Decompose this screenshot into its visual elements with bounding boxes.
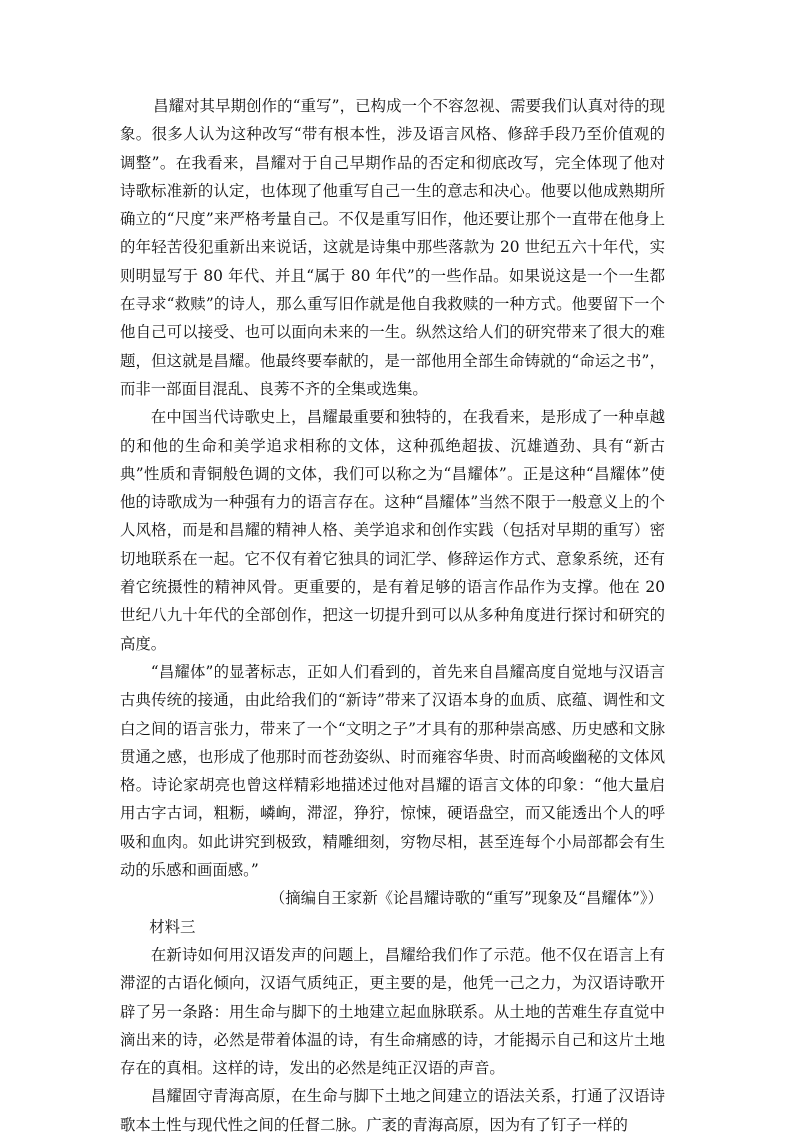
paragraph-1: 昌耀对其早期创作的“重写”，已构成一个不容忽视、需要我们认真对待的现象。很多人认为这种改写“带有根本性，涉及语言风格、修辞手段乃至价值观的调整”。在我看来，昌耀对于自己早期作品的否定和彻底改写，完全体现了他对诗歌标准新的认定，也体现了他重写自己一生的意志和决心。他要以他成熟期所确立的“尺度”来严格考量自己。不仅是重写旧作，他还要让那个一直带在他身上的年轻苦役犯重新出来说话，这就是诗集中那些落款为 20 世纪五六十年代，实则明显写于 80 年代、并且“属于 80 年代”的一些作品。如果说这是一个一生都在寻求“救赎”的诗人，那么重写旧作就是他自我救赎的一种方式。他要留下一个他自己可以接受、也可以面向未来的一生。纵然这给人们的研究带来了很大的难题，但这就是昌耀。他最终要奉献的，是一部他用全部生命铸就的“命运之书”，而非一部面目混乱、良莠不齐的全集或选集。 [120, 97, 665, 398]
section-heading: 材料三 [149, 917, 196, 936]
document-page [120, 92, 665, 1139]
paragraph-5: 昌耀固守青海高原，在生命与脚下土地之间建立的语法关系，打通了汉语诗歌本土性与现代性之间的任督二脉。广袤的青海高原，因为有了钉子一样的 [120, 1087, 665, 1134]
paragraph-3: “昌耀体”的显著标志，正如人们看到的，首先来自昌耀高度自觉地与汉语言古典传统的接通，由此给我们的“新诗”带来了汉语本身的血质、底蕴、调性和文白之间的语言张力，带来了一个“文明之子”才具有的那种崇高感、历史感和文脉贯通之感，也形成了他那时而苍劲姿纵、时而雍容华贵、时而高峻幽秘的文体风格。诗论家胡亮也曾这样精彩地描述过他对昌耀的语言文体的印象：“他大量启用古字古词，粗粝，嶙峋，滞涩，狰狞，惊悚，硬语盘空，而又能透出个人的呼吸和血肉。如此讲究到极致，精雕细刻，穷物尽相，甚至连每个小局部都会有生动的乐感和画面感。” [120, 662, 665, 880]
source-citation: （摘编自王家新《论昌耀诗歌的“重写”现象及“昌耀体”》） [269, 889, 663, 908]
paragraph-4: 在新诗如何用汉语发声的问题上，昌耀给我们作了示范。他不仅在语言上有滞涩的古语化倾向，汉语气质纯正，更主要的是，他凭一己之力，为汉语诗歌开辟了另一条路：用生命与脚下的土地建立起血脉联系。从土地的苦难生存直觉中滴出来的诗，必然是带着体温的诗，有生命痛感的诗，才能揭示自己和这片土地存在的真相。这样的诗，发出的必然是纯正汉语的声音。 [120, 945, 665, 1078]
paragraph-2: 在中国当代诗歌史上，昌耀最重要和独特的，在我看来，是形成了一种卓越的和他的生命和美学追求相称的文体，这种孤绝超拔、沉雄遒劲、具有“新古典”性质和青铜般色调的文体，我们可以称之为“昌耀体”。正是这种“昌耀体”使他的诗歌成为一种强有力的语言存在。这种“昌耀体”当然不限于一般意义上的个人风格，而是和昌耀的精神人格、美学追求和创作实践（包括对早期的重写）密切地联系在一起。它不仅有着它独具的词汇学、修辞运作方式、意象系统，还有着它统摄性的精神风骨。更重要的，是有着足够的语言作品作为支撑。他在 20 世纪八九十年代的全部创作，把这一切提升到可以从多种角度进行探讨和研究的高度。 [120, 408, 665, 653]
